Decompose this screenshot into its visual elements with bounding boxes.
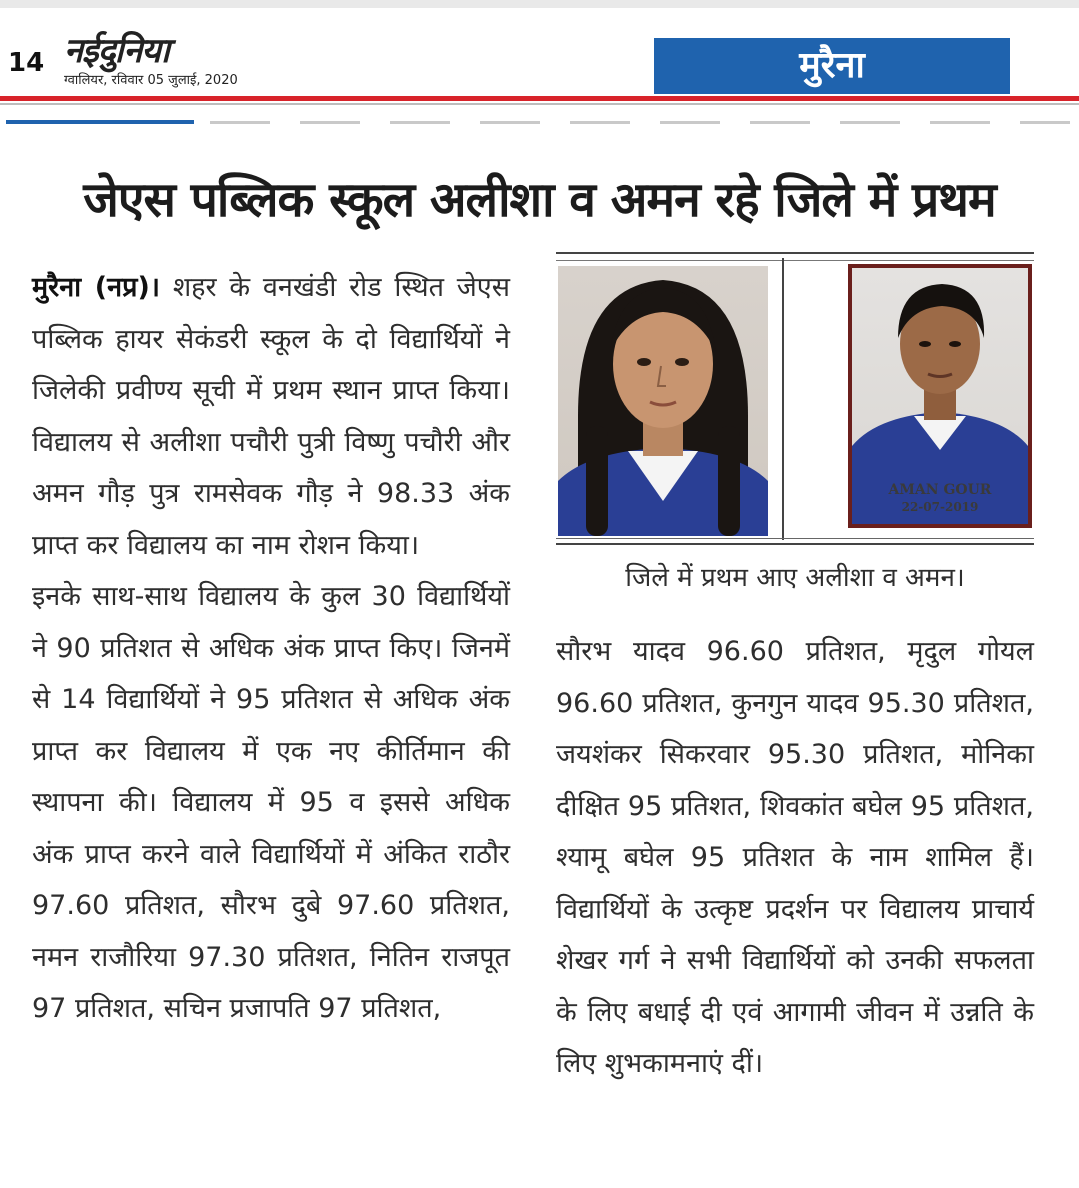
student-photo-girl bbox=[558, 266, 768, 536]
student-portrait-girl-icon bbox=[558, 266, 768, 536]
photo-frame-bottom bbox=[556, 538, 1034, 545]
faded-line bbox=[210, 121, 1070, 124]
newspaper-logo: नईदुनिया bbox=[64, 31, 169, 71]
photo-stamp-date: 22-07-2019 bbox=[901, 500, 979, 514]
photo-frame bbox=[556, 252, 1034, 544]
masthead bbox=[64, 31, 238, 88]
article-column-left bbox=[32, 262, 510, 1035]
article-paragraph-1-text: शहर के वनखंडी रोड स्थित जेएस पब्लिक हायर सेकंडरी स्कूल के दो विद्यार्थियों ने जिलेकी प्रवीण्य सूची में प्रथम स्थान प्राप्त किया। विद्यालय से अलीशा पचौरी पुत्री विष्णु पचौरी और अमन गौड़ पुत्र रामसेवक गौड़ ने 98.33 अंक प्राप्त कर विद्यालय का नाम रोशन किया। bbox=[32, 272, 510, 561]
top-strip bbox=[0, 0, 1079, 8]
header-subrule bbox=[0, 103, 1079, 105]
header-rule bbox=[0, 96, 1079, 101]
photo-divider bbox=[782, 258, 784, 540]
article-paragraph-3: सौरभ यादव 96.60 प्रतिशत, मृदुल गोयल 96.60 प्रतिशत, कुनगुन यादव 95.30 प्रतिशत, जयशंकर सिकरवार 95.30 प्रतिशत, मोनिका दीक्षित 95 प्रतिशत, शिवकांत बघेल 95 प्रतिशत, श्यामू बघेल 95 प्रतिशत के नाम शामिल हैं। विद्यार्थियों के उत्कृष्ट प्रदर्शन पर विद्यालय प्राचार्य शेखर गर्ग ने सभी विद्यार्थियों को उनकी सफलता के लिए बधाई दी एवं आगामी जीवन में उन्नति के लिए शुभकामनाएं दीं। bbox=[556, 636, 1034, 1079]
article-column-right bbox=[556, 626, 1034, 1090]
section-label: मुरैना bbox=[654, 38, 1010, 94]
page-blue-bar bbox=[6, 120, 194, 124]
article-paragraph-1 bbox=[32, 262, 510, 571]
photo-frame-top bbox=[556, 252, 1034, 261]
photo-boy-background bbox=[852, 268, 1028, 524]
article-paragraph-2: इनके साथ-साथ विद्यालय के कुल 30 विद्यार्थियों ने 90 प्रतिशत से अधिक अंक प्राप्त किए। जिनमें से 14 विद्यार्थियों ने 95 प्रतिशत से अधिक अंक प्राप्त कर विद्यालय में एक नए कीर्तिमान की स्थापना की। विद्यालय में 95 व इससे अधिक अंक प्राप्त करने वाले विद्यार्थियों में अंकित राठौर 97.60 प्रतिशत, सौरभ दुबे 97.60 प्रतिशत, नमन राजौरिया 97.30 प्रतिशत, नितिन राजपूत 97 प्रतिशत, सचिन प्रजापति 97 प्रतिशत, bbox=[32, 581, 510, 1024]
student-photo-boy bbox=[848, 264, 1032, 528]
edition-dateline: ग्वालियर, रविवार 05 जुलाई, 2020 bbox=[64, 73, 238, 88]
photo-stamp-name: AMAN GOUR bbox=[888, 482, 992, 498]
article-dateline: मुरैना (नप्र)। bbox=[32, 272, 161, 303]
page-number: 14 bbox=[8, 48, 45, 78]
photo-caption: जिले में प्रथम आए अलीशा व अमन। bbox=[625, 563, 965, 593]
article-headline: जेएस पब्लिक स्कूल अलीशा व अमन रहे जिले में प्रथम bbox=[83, 172, 996, 228]
